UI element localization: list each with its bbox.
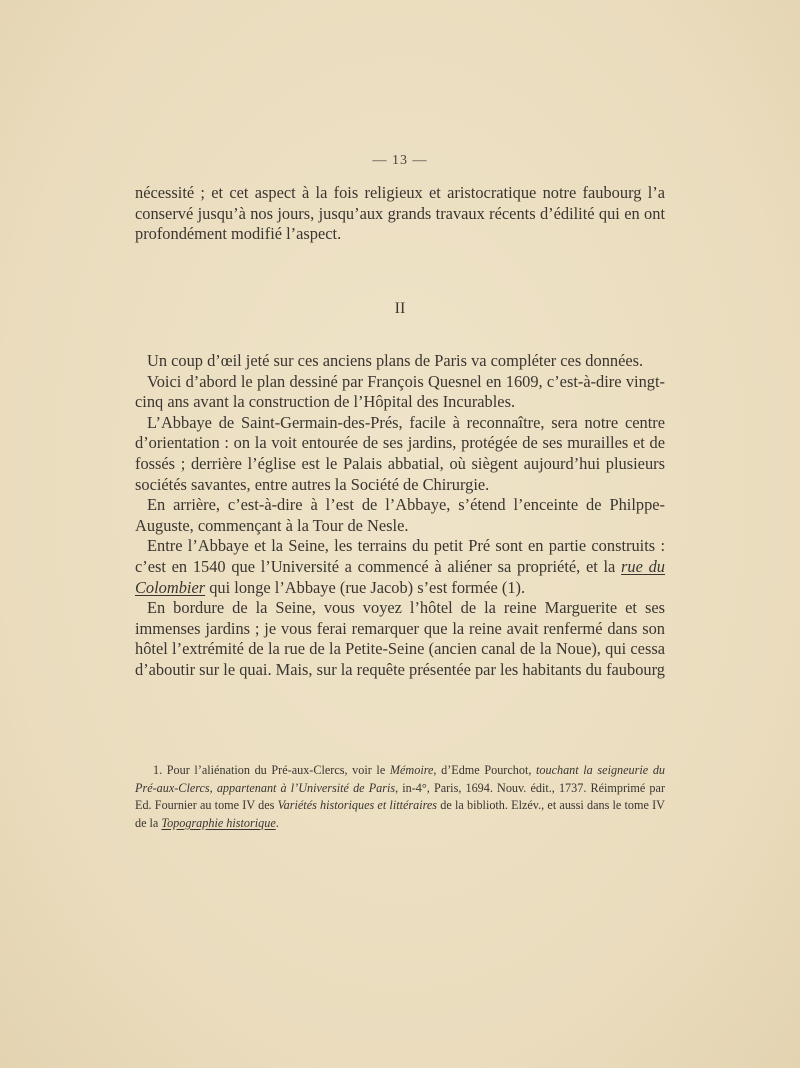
footnote-1 [135,762,665,832]
footnote-title-topographie: Topographie historique [161,815,276,830]
paragraph-5-end: qui longe l’Abbaye (rue Jacob) s’est formée (1). [205,577,526,597]
footnote-text: Pour l’aliénation du Pré-aux-Clercs, voir le [162,763,390,777]
intro-paragraph [135,183,665,245]
footnote-text: , d’Edme Pourchot, [433,763,537,777]
street-name: rue du Colombier [135,556,665,597]
footnote [135,762,665,832]
page-number: — 13 — [372,153,428,168]
paragraph-1: Un coup d’œil jeté sur ces anciens plans de Paris va compléter ces données. [147,351,644,370]
footnote-text: , in-4°, Paris, 1694. Nouv. édit., 1737. Réimprimé par Ed. Fournier au tome IV des [135,780,665,813]
footnote-title-memoire: Mémoire [389,763,434,777]
section-body [135,351,665,681]
paragraph-3: L’Abbaye de Saint-Germain-des-Prés, facile à reconnaître, sera notre centre d’orientation : on la voit entourée de ses jardins, protégée de ses murailles et de fossés ; derrière l’église est le Palais abbatial, où siègent aujourd’hui plusieurs sociétés savantes, entre autres la Société de Chirurgie. [135,412,665,494]
intro-text: nécessité ; et cet aspect à la fois religieux et aristocratique notre faubourg l’a conservé jusqu’à nos jours, jusqu’aux grands travaux récents d’édilité qui en ont profondément modifié l’aspect. [135,183,665,244]
footnote-marker: 1. [153,763,163,777]
footnote-title-varietes: Variétés historiques et littéraires [277,798,438,813]
paragraph-5 [135,536,665,598]
paragraph-6: En bordure de la Seine, vous voyez l’hôtel de la reine Marguerite et ses immenses jardins ; je vous ferai remarquer que la reine avait renfermé dans son hôtel l’extrémité de la rue de la Petite-Seine (ancien canal de la Noue), qui cessa d’aboutir sur le quai. Mais, sur la requête présentée par les habitants du faubourg [135,598,665,679]
section-heading: II [394,300,406,317]
paragraph-4: En arrière, c’est-à-dire à l’est de l’Abbaye, s’étend l’enceinte de Philppe-Auguste, commençant à la Tour de Nesle. [135,495,665,535]
paragraph-2: Voici d’abord le plan dessiné par François Quesnel en 1609, c’est-à-dire vingt-cinq ans avant la construction de l’Hôpital des Incurables. [135,371,665,412]
paragraph-5-start: Entre l’Abbaye et la Seine, les terrains du petit Pré sont en partie construits : c’est en 1540 que l’Université a commencé à aliéner sa propriété, et la [135,536,665,576]
footnote-text: de la biblioth. Elzév., et aussi dans le tome IV de la [135,798,665,830]
footnote-text: . [275,815,279,830]
footnote-title-touchant: touchant la seigneurie du Pré-aux-Clercs, appartenant à l’Université de Paris [135,763,666,795]
